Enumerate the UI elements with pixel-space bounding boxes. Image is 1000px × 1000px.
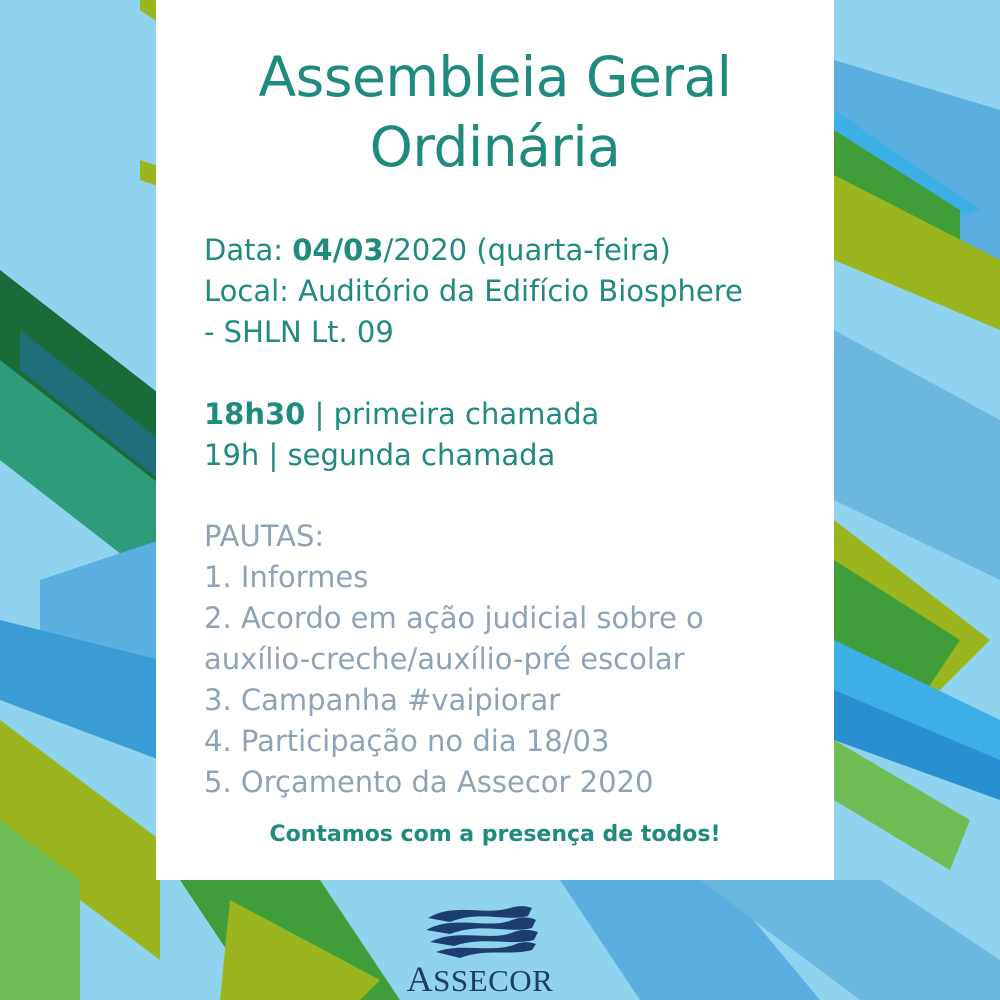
closing-message: Contamos com a presença de todos! [269,822,721,847]
agenda-item: 2. Acordo em ação judicial sobre o [204,601,704,635]
second-call-line: 19h | segunda chamada [204,438,556,472]
title-line-2: Ordinária [369,115,621,179]
agenda-item: auxílio-creche/auxílio-pré escolar [204,642,685,676]
first-call-line [204,394,824,435]
first-call-time: 18h30 [204,397,306,431]
first-call-text: | primeira chamada [305,397,600,431]
agenda-item: 5. Orçamento da Assecor 2020 [204,765,654,799]
stripes-right [834,60,1000,870]
date-line [204,230,824,271]
logo-rest: SSECOR [433,963,554,998]
agenda-item: 4. Participação no dia 18/03 [204,724,610,758]
logo-wordmark [400,958,560,1000]
assecor-logo [400,902,560,999]
logo-first-letter: A [406,959,434,999]
announcement-card [156,0,834,880]
agenda [204,516,824,803]
date-rest: /2020 (quarta-feira) [383,233,671,267]
spacer [204,353,824,394]
location-line-1: Local: Auditório da Edifício Biosphere [204,274,743,308]
agenda-heading: PAUTAS: [204,519,325,553]
location-line-2: - SHLN Lt. 09 [204,315,394,349]
agenda-item: 1. Informes [204,560,369,594]
page-title [156,42,834,182]
date-bold: 04/03 [292,233,384,267]
title-line-1: Assembleia Geral [258,45,732,109]
agenda-item: 3. Campanha #vaipiorar [204,683,561,717]
wave-icon [400,902,560,962]
date-label: Data: [204,233,293,267]
event-details [204,230,824,476]
